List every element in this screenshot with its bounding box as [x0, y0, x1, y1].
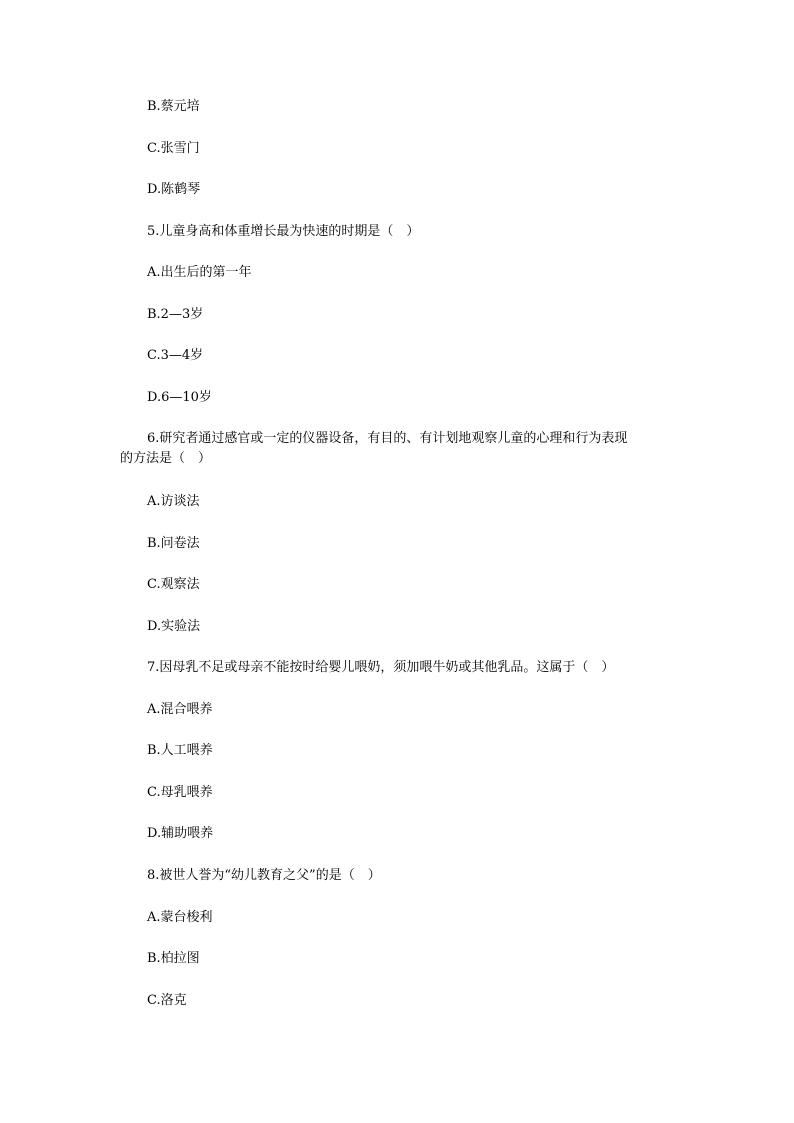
q5-option-c: C.3—4岁 [147, 348, 204, 363]
q4-option-d: D.陈鹤琴 [147, 182, 201, 197]
q4-option-b: B.蔡元培 [147, 99, 200, 114]
q8-option-c: C.洛克 [147, 993, 187, 1008]
q6-stem-line1: 6.研究者通过感官或一定的仪器设备，有目的、有计划地观察儿童的心理和行为表现 [147, 431, 628, 446]
q5-stem: 5.儿童身高和体重增长最为快速的时期是（ ） [147, 224, 420, 239]
q6-option-d: D.实验法 [147, 619, 201, 634]
q4-option-c: C.张雪门 [147, 141, 200, 156]
q5-option-b: B.2—3岁 [147, 307, 204, 322]
q5-option-d: D.6—10岁 [147, 390, 212, 405]
q5-option-a: A.出生后的第一年 [147, 265, 252, 280]
q7-option-c: C.母乳喂养 [147, 785, 213, 800]
q7-option-b: B.人工喂养 [147, 743, 213, 758]
q7-option-d: D.辅助喂养 [147, 826, 214, 841]
q7-option-a: A.混合喂养 [147, 702, 213, 717]
q6-stem-line2: 的方法是（ ） [120, 451, 212, 466]
q7-stem: 7.因母乳不足或母亲不能按时给婴儿喂奶，须加喂牛奶或其他乳品。这属于（ ） [147, 660, 615, 675]
q8-option-b: B.柏拉图 [147, 951, 200, 966]
q6-option-b: B.问卷法 [147, 536, 200, 551]
q6-option-a: A.访谈法 [147, 494, 200, 509]
q6-option-c: C.观察法 [147, 577, 200, 592]
q8-option-a: A.蒙台梭利 [147, 910, 213, 925]
q8-stem: 8.被世人誉为“幼儿教育之父”的是（ ） [147, 868, 381, 883]
